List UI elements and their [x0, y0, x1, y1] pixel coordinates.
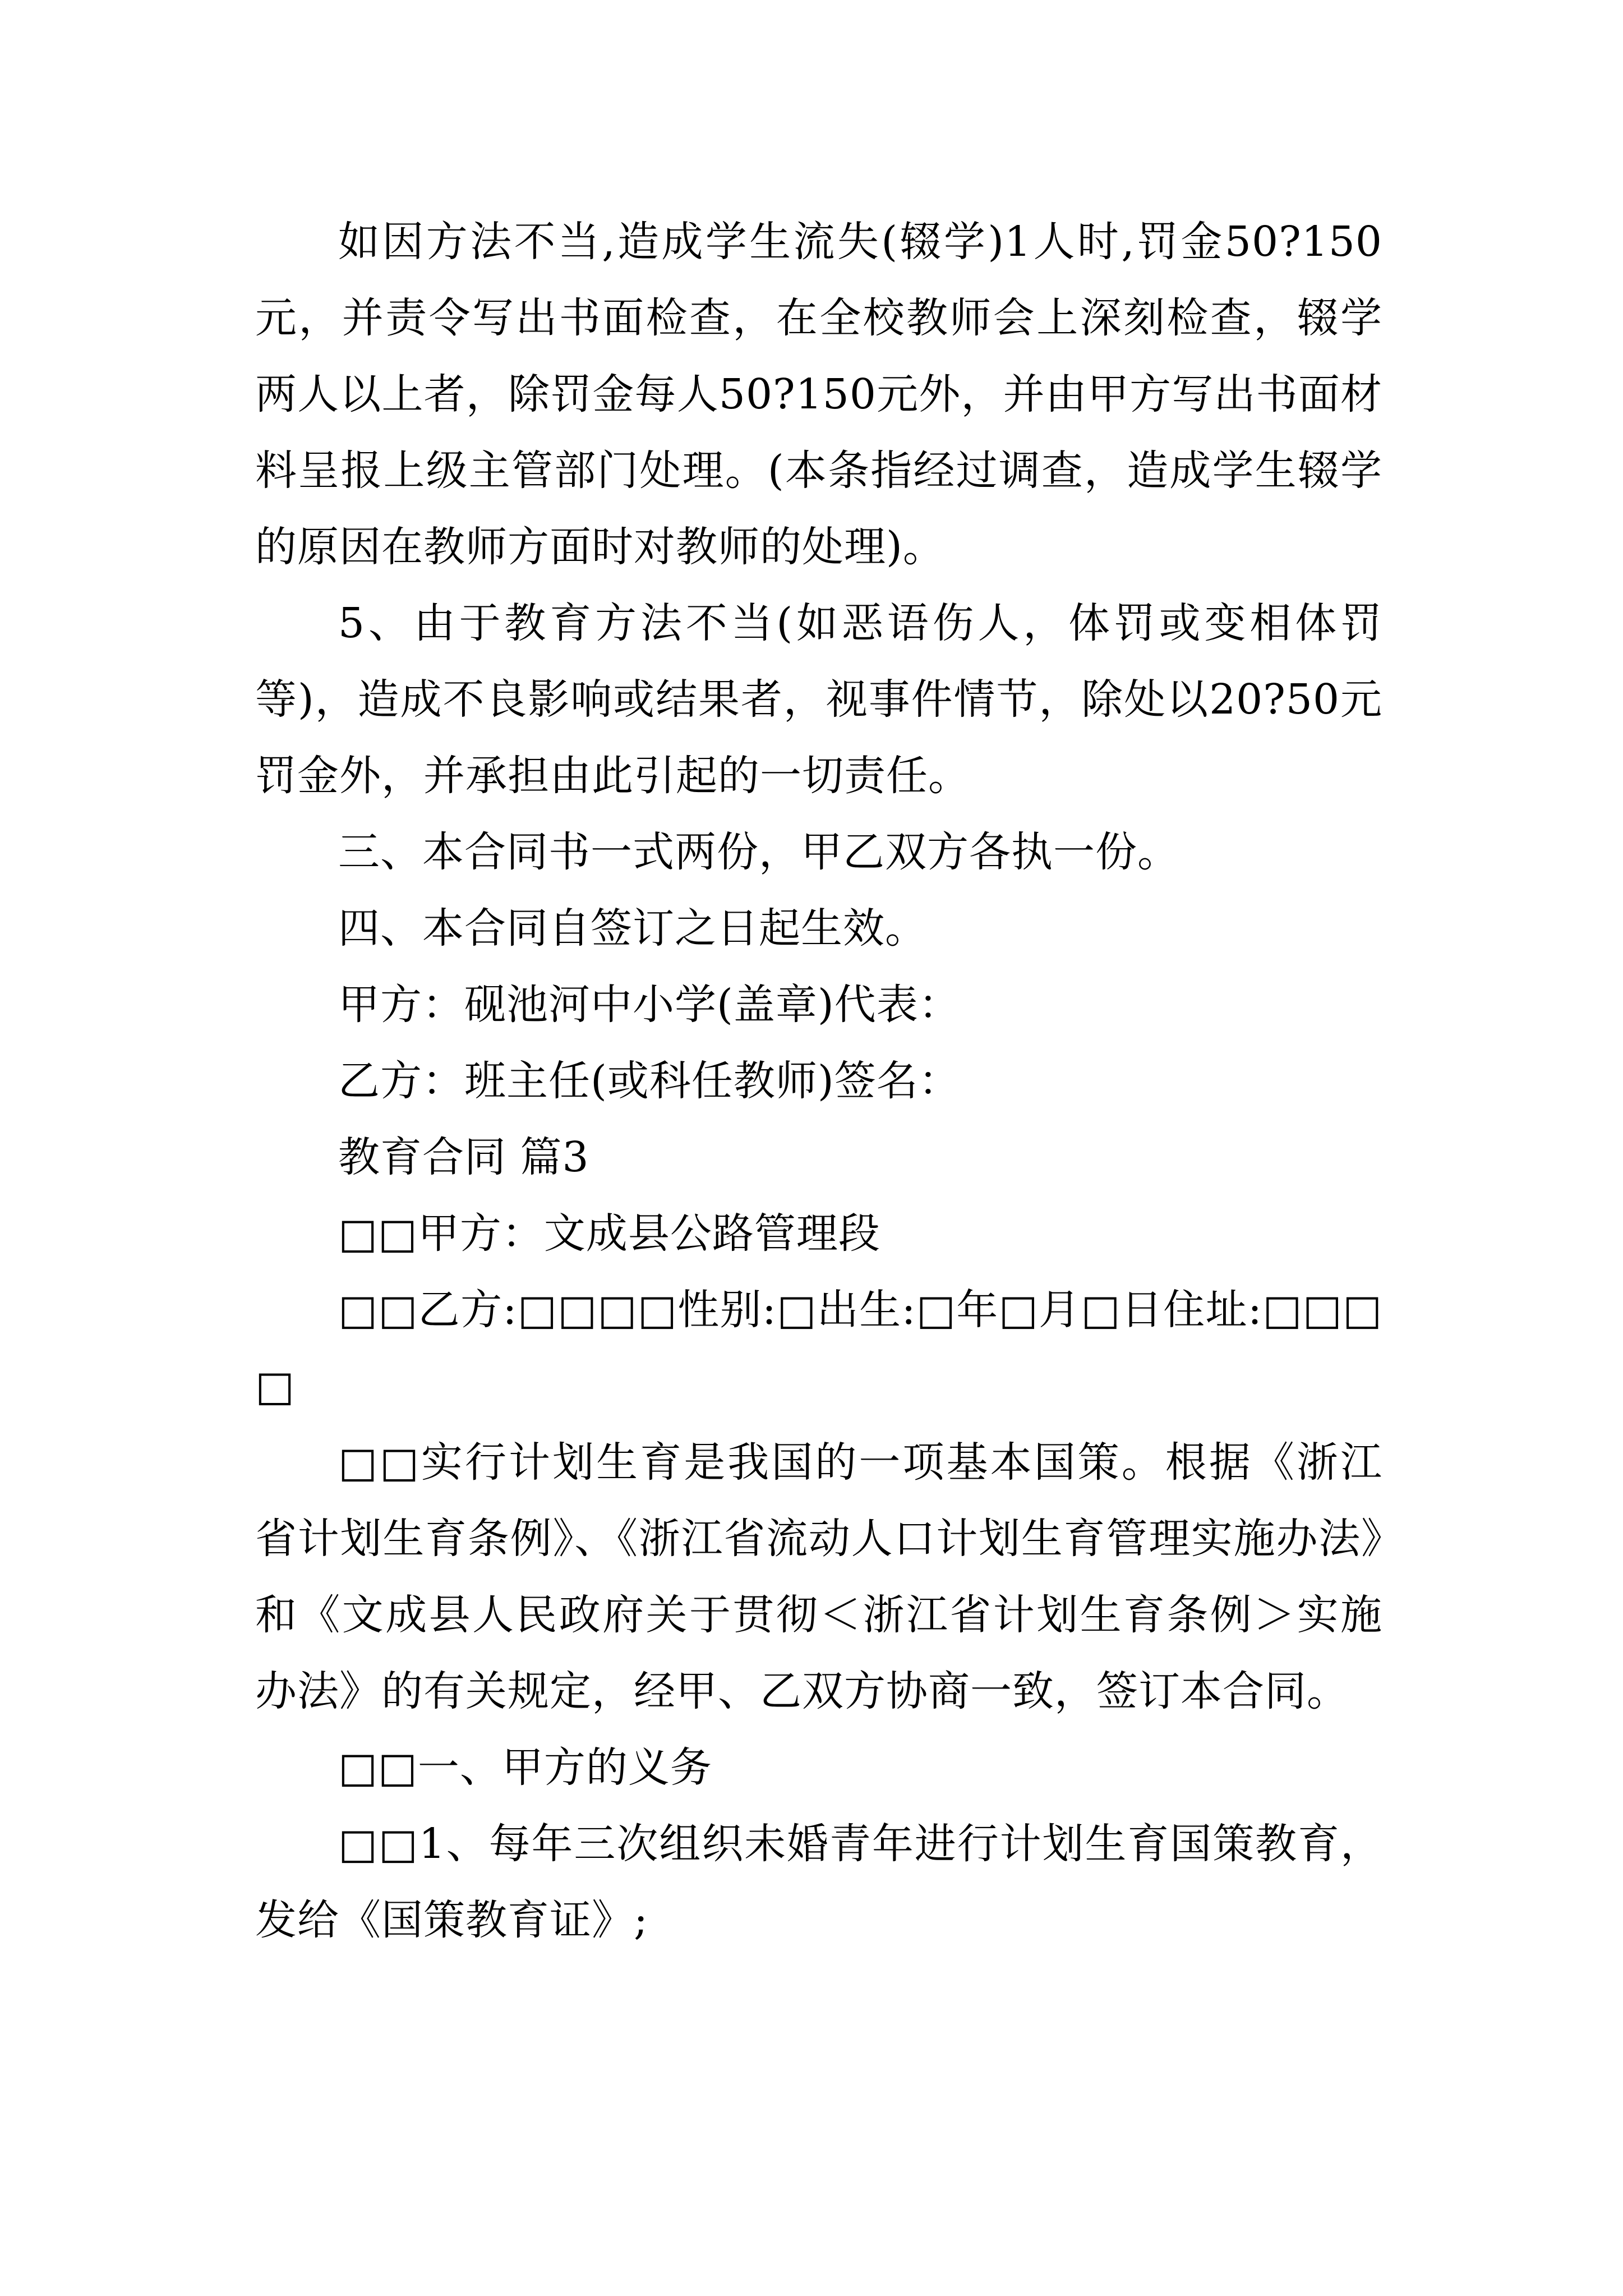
document-body: [255, 204, 1382, 1958]
section-heading: 教育合同 篇3: [338, 1133, 589, 1181]
paragraph-item-5: 5、由于教育方法不当(如恶语伤人，体罚或变相体罚等)，造成不良影响或结果者，视事件情节，除处以20?50元罚金外，并承担由此引起的一切责任。: [255, 599, 1382, 800]
paragraph-effective: 四、本合同自签订之日起生效。: [338, 904, 927, 953]
party-b-line: □□乙方:□□□□性别:□出生:□年□月□日住址:□□□□: [255, 1286, 1382, 1410]
party-b-signature-line: 乙方：班主任(或科任教师)签名：: [338, 1057, 961, 1105]
party-a-signature-line: 甲方：砚池河中小学(盖章)代表：: [338, 981, 961, 1029]
paragraph-preamble: □□实行计划生育是我国的一项基本国策。根据《浙江省计划生育条例》、《浙江省流动人口计划生育管理实施办法》和《文成县人民政府关于贯彻＜浙江省计划生育条例＞实施办法》的有关规定，经甲、乙双方协商一致，签订本合同。: [255, 1438, 1382, 1715]
paragraph-dropout-penalty: 如因方法不当,造成学生流失(辍学)1人时,罚金50?150元，并责令写出书面检查，在全校教师会上深刻检查，辍学两人以上者，除罚金每人50?150元外，并由甲方写出书面材料呈报上级主管部门处理。(本条指经过调查，造成学生辍学的原因在教师方面时对教师的处理)。: [255, 218, 1382, 571]
clause-item-1: □□1、每年三次组织未婚青年进行计划生育国策教育，发给《国策教育证》;: [255, 1820, 1382, 1944]
paragraph-copies: 三、本合同书一式两份，甲乙双方各执一份。: [338, 828, 1179, 876]
party-a-line: □□甲方：文成县公路管理段: [338, 1209, 880, 1258]
clause-heading-party-a-duties: □□一、甲方的义务: [338, 1743, 712, 1792]
